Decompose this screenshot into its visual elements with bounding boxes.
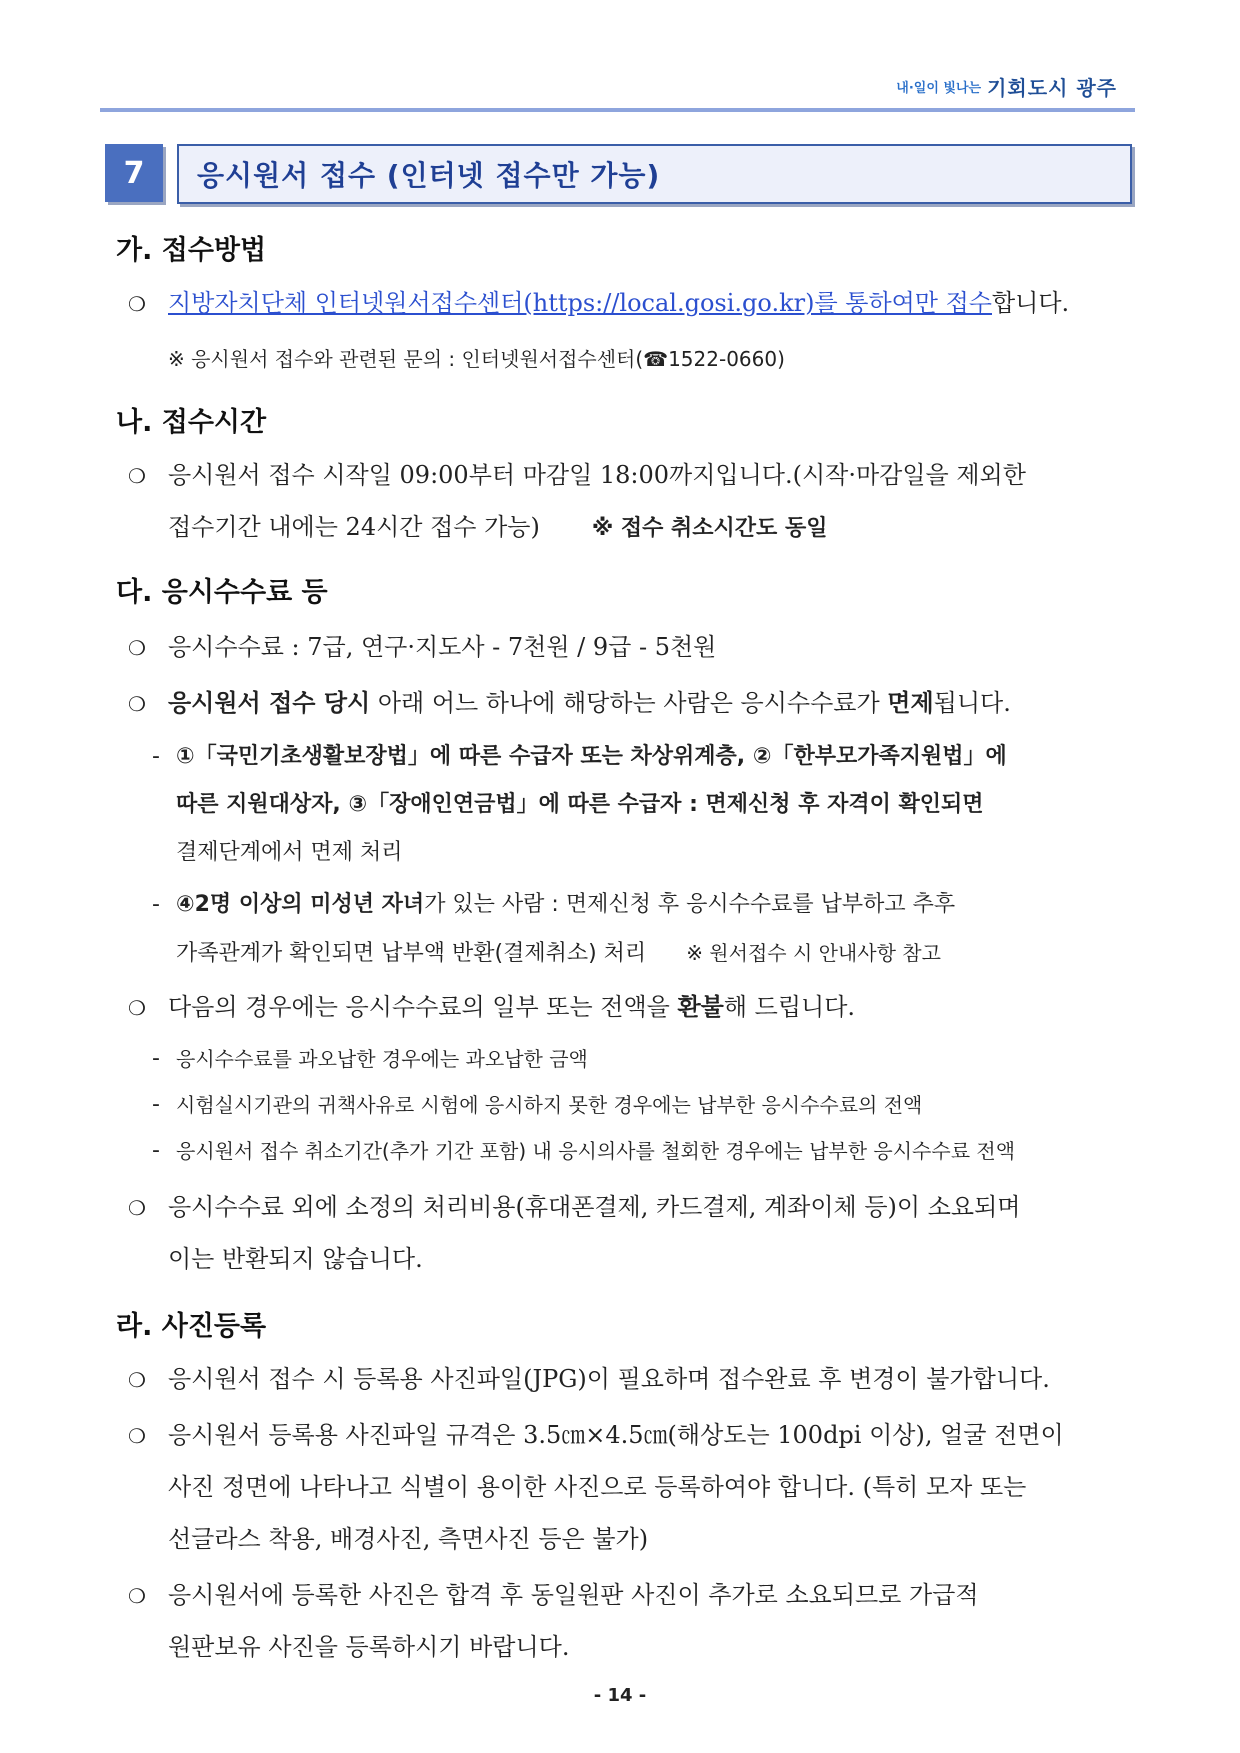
dash-marker: - (152, 892, 160, 917)
da-bullet-1: 응시수수료 : 7급, 연구·지도사 - 7천원 / 9급 - 5천원 (168, 633, 717, 661)
bullet-icon: ❍ (128, 464, 146, 488)
da-refund-3: 응시원서 접수 취소기간(추가 기간 포함) 내 응시의사를 철회한 경우에는 납부한 응시수수료 전액 (176, 1139, 1016, 1163)
ra-bullet-3-line-2: 원판보유 사진을 등록하시기 바랍니다. (168, 1633, 570, 1661)
da-bullet-4-line-1: 응시수수료 외에 소정의 처리비용(휴대폰결제, 카드결제, 계좌이체 등)이 소요되며 (168, 1193, 1021, 1221)
section-title: 응시원서 접수 (인터넷 접수만 가능) (197, 159, 661, 192)
heading-ga: 가. 접수방법 (116, 235, 267, 266)
dash-marker: - (152, 1046, 160, 1071)
da-exempt-2-line-2: 가족관계가 확인되면 납부액 반환(결제취소) 처리 ※ 원서접수 시 안내사항 참고 (176, 941, 941, 966)
bullet-icon: ❍ (128, 1196, 146, 1220)
ra-bullet-2-line-3: 선글라스 착용, 배경사진, 측면사진 등은 불가) (168, 1525, 649, 1553)
heading-da: 다. 응시수수료 등 (116, 577, 328, 608)
da-exempt-1-line-3: 결제단계에서 면제 처리 (176, 840, 403, 865)
ra-bullet-2-line-2: 사진 정면에 나타나고 식별이 용이한 사진으로 등록하여야 합니다. (특히 모자 또는 (168, 1473, 1027, 1501)
logo-city-name: 기회도시 광주 (987, 76, 1117, 100)
city-logo (896, 72, 1117, 101)
bullet-icon: ❍ (128, 996, 146, 1020)
da-bullet-2: 응시원서 접수 당시 아래 어느 하나에 해당하는 사람은 응시수수료가 면제됩니다. (168, 689, 1011, 717)
dash-marker: - (152, 744, 160, 769)
da-exempt-2-line-1: ④2명 이상의 미성년 자녀가 있는 사람 : 면제신청 후 응시수수료를 납부하고 추후 (176, 892, 956, 917)
bullet-icon: ❍ (128, 1424, 146, 1448)
heading-na: 나. 접수시간 (116, 407, 267, 438)
bullet-icon: ❍ (128, 692, 146, 716)
ra-bullet-2-line-1: 응시원서 등록용 사진파일 규격은 3.5㎝×4.5㎝(해상도는 100dpi 이상), 얼굴 전면이 (168, 1421, 1064, 1449)
ra-bullet-1: 응시원서 접수 시 등록용 사진파일(JPG)이 필요하며 접수완료 후 변경이 불가합니다. (168, 1365, 1050, 1393)
bullet-icon: ❍ (128, 292, 146, 316)
da-exempt-1-line-1: ①「국민기초생활보장법」에 따른 수급자 또는 차상위계층, ②「한부모가족지원법」에 (176, 744, 1007, 769)
da-exempt-1-line-2: 따른 지원대상자, ③「장애인연금법」에 따른 수급자 : 면제신청 후 자격이 확인되면 (176, 792, 984, 817)
heading-ra: 라. 사진등록 (116, 1311, 267, 1342)
na-line-2: 접수기간 내에는 24시간 접수 가능) ※ 접수 취소시간도 동일 (168, 513, 828, 541)
da-refund-2: 시험실시기관의 귀책사유로 시험에 응시하지 못한 경우에는 납부한 응시수수료의 전액 (176, 1093, 923, 1117)
page-number: - 14 - (593, 1685, 647, 1706)
da-bullet-4-line-2: 이는 반환되지 않습니다. (168, 1245, 423, 1273)
application-center-link[interactable]: 지방자치단체 인터넷원서접수센터(https://local.gosi.go.kr)를 통하여만 접수 (168, 289, 992, 317)
page-header (100, 60, 1135, 112)
bullet-icon: ❍ (128, 636, 146, 660)
header-divider (100, 108, 1135, 112)
dash-marker: - (152, 1138, 160, 1163)
section-number: 7 (105, 144, 163, 202)
da-refund-1: 응시수수료를 과오납한 경우에는 과오납한 금액 (176, 1047, 588, 1071)
section-title-box (177, 144, 1132, 204)
dash-marker: - (152, 1092, 160, 1117)
ga-note: ※ 응시원서 접수와 관련된 문의 : 인터넷원서접수센터(☎1522-0660) (168, 347, 785, 371)
bullet-icon: ❍ (128, 1584, 146, 1608)
logo-slogan: 내·일이 빛나는 (896, 81, 982, 96)
ra-bullet-3-line-1: 응시원서에 등록한 사진은 합격 후 동일원판 사진이 추가로 소요되므로 가급적 (168, 1581, 979, 1609)
ga-bullet-1: 지방자치단체 인터넷원서접수센터(https://local.gosi.go.kr)를 통하여만 접수합니다. (168, 289, 1070, 317)
na-line-1: 응시원서 접수 시작일 09:00부터 마감일 18:00까지입니다.(시작·마감일을 제외한 (168, 461, 1026, 489)
da-bullet-3: 다음의 경우에는 응시수수료의 일부 또는 전액을 환불해 드립니다. (168, 993, 856, 1021)
bullet-icon: ❍ (128, 1368, 146, 1392)
